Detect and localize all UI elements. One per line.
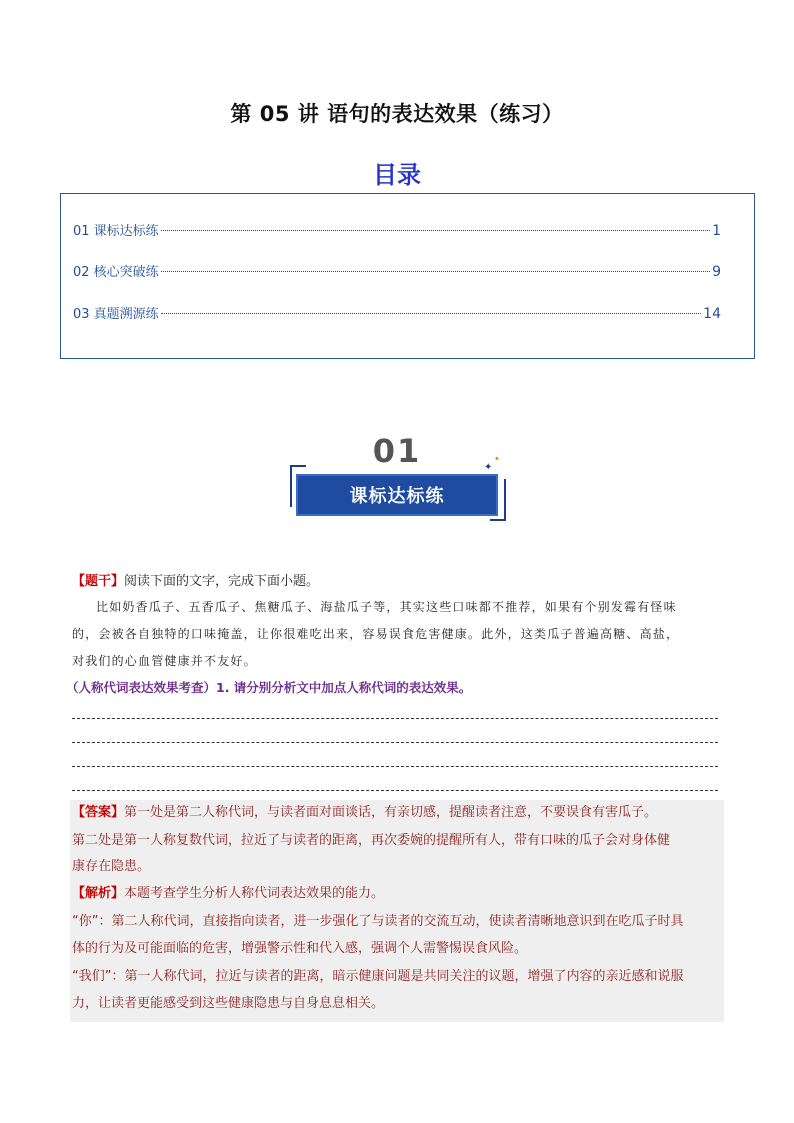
toc-item-label: 01 课标达标练: [73, 224, 159, 239]
question-prompt: （人称代词表达效果考查）1. 请分别分析文中加点人称代词的表达效果。: [66, 680, 472, 695]
toc-item-1[interactable]: [73, 220, 721, 240]
analysis-line: “你”：第二人称代词，直接指向读者，进一步强化了与读者的交流互动，使读者清晰地意识到在吃瓜子时具: [72, 914, 684, 929]
passage-line: 比如奶香瓜子、五香瓜子、焦糖瓜子、海盐瓜子等，其实这些口味都不推荐，如果有个别发霉有怪味: [96, 600, 677, 614]
analysis-tag: 【解析】: [72, 886, 125, 901]
toc-item-label: 02 核心突破练: [73, 265, 159, 280]
toc-item-page: 14: [703, 306, 721, 322]
passage-line: 对我们的心血管健康并不友好。: [72, 654, 257, 668]
analysis-line: 力，让读者更能感受到这些健康隐患与自身息息相关。: [72, 996, 385, 1011]
stem-text: 阅读下面的文字，完成下面小题。: [124, 574, 320, 589]
sparkle-icon: ✦: [494, 455, 500, 463]
toc-item-label: 03 真题溯源练: [73, 307, 159, 322]
analysis-line: 体的行为及可能面临的危害，增强警示性和代入感，强调个人需警惕误食风险。: [72, 941, 528, 956]
toc-leader-dots: [161, 313, 701, 314]
question-stem: [72, 570, 319, 589]
answer-blank-line[interactable]: [72, 766, 718, 767]
page-title: 第 05 讲 语句的表达效果（练习）: [230, 102, 564, 126]
passage-line: 的，会被各自独特的口味掩盖，让你很难吃出来，容易误食危害健康。此外，这类瓜子普遍高糖、高盐，: [72, 627, 680, 641]
analysis-line: “我们”：第一人称代词，拉近与读者的距离，暗示健康问题是共同关注的议题，增强了内容的亲近感和说服: [72, 969, 684, 984]
table-of-contents: [60, 193, 755, 359]
section-banner: 课标达标练: [296, 474, 498, 516]
answer-line: 康存在隐患。: [72, 859, 151, 874]
answer-text: 第一处是第二人称代词，与读者面对面谈话，有亲切感，提醒读者注意，不要误食有害瓜子。: [124, 805, 658, 820]
answer-line: 第二处是第一人称复数代词，拉近了与读者的距离，再次委婉的提醒所有人，带有口味的瓜子会对身体健: [72, 833, 671, 848]
toc-item-page: 1: [712, 223, 721, 239]
sparkle-icon: ✦: [484, 462, 493, 473]
toc-item-page: 9: [712, 264, 721, 280]
analysis-text: 本题考查学生分析人称代词表达效果的能力。: [124, 886, 385, 901]
analysis-line: [72, 882, 722, 906]
toc-leader-dots: [161, 230, 710, 231]
toc-item-3[interactable]: [73, 303, 721, 323]
answer-line: [72, 801, 722, 825]
answer-blank-line[interactable]: [72, 718, 718, 719]
toc-leader-dots: [161, 271, 710, 272]
section-number: 01: [372, 432, 422, 470]
answer-tag: 【答案】: [72, 805, 125, 820]
reading-passage: [72, 594, 722, 675]
toc-heading: 目录: [373, 161, 421, 189]
toc-item-2[interactable]: [73, 261, 721, 281]
stem-tag: 【题干】: [72, 574, 125, 589]
answer-blank-line[interactable]: [72, 790, 718, 791]
answer-blank-line[interactable]: [72, 742, 718, 743]
